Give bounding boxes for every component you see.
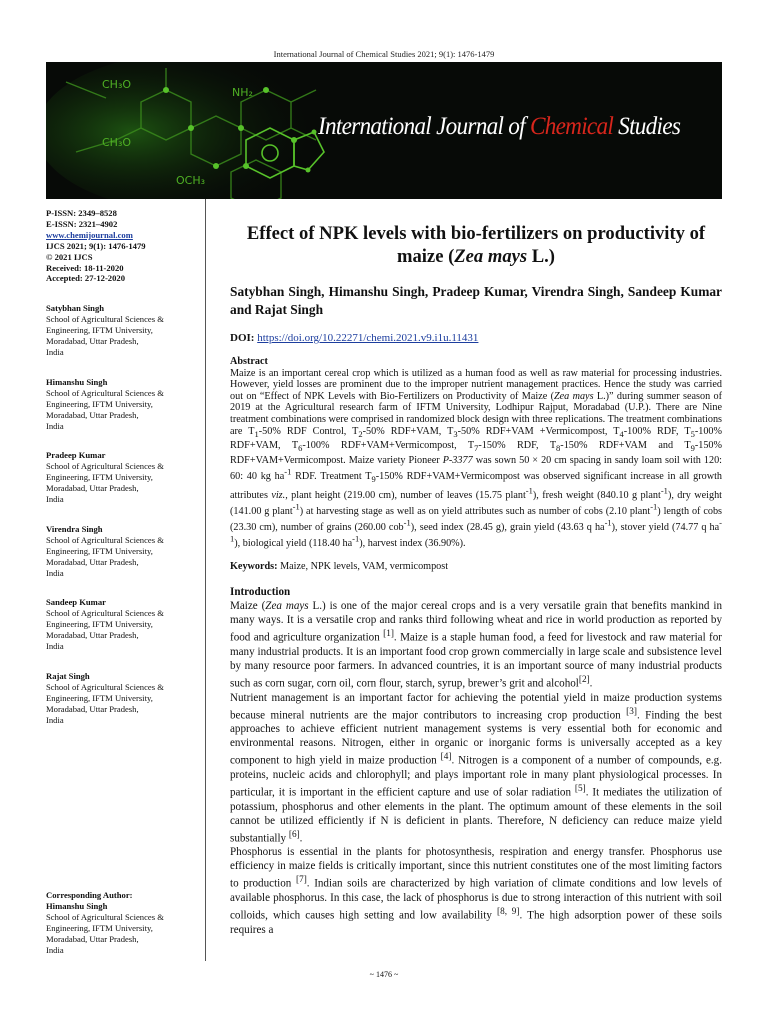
author-affiliation bbox=[46, 597, 200, 652]
doi-line bbox=[230, 332, 722, 344]
keywords bbox=[230, 561, 722, 572]
molecule-label-1: CH₃O bbox=[102, 78, 132, 91]
issue-reference: IJCS 2021; 9(1): 1476-1479 bbox=[46, 240, 146, 251]
copyright: © 2021 IJCS bbox=[46, 251, 93, 262]
affiliation-line: School of Agricultural Sciences & bbox=[46, 461, 164, 472]
corresponding-author-label: Corresponding Author: bbox=[46, 890, 133, 900]
paragraph: Maize (Zea mays L.) is one of the major cereal crops and is a very versatile grain that benefits mankind in many ways. It is a versatile crop and ranks third following wheat and rice in world production as reported by food and agriculture organization [1]. Maize is a staple human food, a feed for livestock and raw material for many industrial products. It is an important food crop grown commercially in large scale and subsistence level by many resource poor farmers. In advanced countries, it is an important source of many industrial products such as corn sugar, corn oil, corn flour, starch, syrup, brewer’s grit and alcohol[2]. bbox=[230, 600, 722, 690]
keywords-label: Keywords: bbox=[230, 561, 278, 573]
affiliation-line: India bbox=[46, 944, 64, 955]
affiliation-line: Engineering, IFTM University, bbox=[46, 692, 153, 703]
affiliation-line: India bbox=[46, 346, 64, 357]
affiliation-line: School of Agricultural Sciences & bbox=[46, 534, 164, 545]
affiliation-line: Moradabad, Uttar Pradesh, bbox=[46, 703, 139, 714]
article-body bbox=[230, 223, 722, 937]
affiliation-line: Moradabad, Uttar Pradesh, bbox=[46, 483, 139, 494]
doi-label: DOI: bbox=[230, 332, 255, 344]
molecule-label-4: OCH₃ bbox=[176, 174, 206, 187]
author-name: Virendra Singh bbox=[46, 523, 103, 534]
affiliation-line: Engineering, IFTM University, bbox=[46, 545, 153, 556]
affiliation-line: School of Agricultural Sciences & bbox=[46, 608, 164, 619]
paragraph: Phosphorus is essential in the plants for photosynthesis, respiration and energy transfer. Phosphorus use efficiency in maize fields is critically important, since this nutrient constitutes one of the most limiting factors to production [7]. Indian soils are characterized by high variation of climate conditions and low levels of available phosphorus. In this case, the lack of phosphorus is due to strong interaction of this nutrient with soil colloids, which causes high setting and low availability [8, 9]. The high adsorption power of these soils requires a bbox=[230, 846, 722, 936]
citation[interactable]: [6] bbox=[288, 829, 300, 840]
citation[interactable]: [2] bbox=[578, 675, 590, 686]
online-issn: E-ISSN: 2321–4902 bbox=[46, 218, 118, 229]
sidebar bbox=[46, 208, 200, 726]
paragraph: Nutrient management is an important factor for achieving the potential yield in maize production systems because mineral nutrients are the major contributors to increasing crop production [3]. Finding the best approaches to achieve efficient nutrient management systems is very essential both for economic and environmental reasons. Nitrogen, either in organic or inorganic forms is universally accepted as a key component to high yield in maize production [4]. Nitrogen is a component of a number of compounds, e.g. proteins, nucleic acids and chlorophyll; and plays important role in many plant physiological processes. In particular, it is important in the efficient capture and use of solar radiation [5]. It mediates the utilization of potassium, phosphorus and other elements in the plant. The optimum amount of these elements in the soil cannot be utilized efficiently if N is deficient in plants. Therefore, N deficiency can reduce maize yield substantially [6]. bbox=[230, 691, 723, 845]
affiliation-line: India bbox=[46, 641, 64, 652]
affiliation-line: India bbox=[46, 714, 64, 725]
affiliation-line: Engineering, IFTM University, bbox=[46, 472, 153, 483]
affiliation-line: School of Agricultural Sciences & bbox=[46, 387, 164, 398]
corresponding-author bbox=[46, 890, 200, 955]
paper-title-main: Effect of NPK levels with bio-fertilizers on productivity of maize ( bbox=[246, 223, 706, 267]
journal-title-accent: Chemical bbox=[529, 113, 614, 140]
affiliation-line: India bbox=[46, 567, 64, 578]
citation[interactable]: [5] bbox=[574, 784, 586, 795]
affiliation-line: School of Agricultural Sciences & bbox=[46, 314, 164, 325]
affiliation-line: India bbox=[46, 420, 64, 431]
author-name: Sandeep Kumar bbox=[46, 597, 106, 608]
introduction bbox=[230, 585, 722, 937]
affiliation-line: Moradabad, Uttar Pradesh, bbox=[46, 933, 139, 944]
molecule-label-3: NH₂ bbox=[232, 86, 253, 99]
citation[interactable]: [8, 9] bbox=[497, 907, 520, 918]
author-name: Rajat Singh bbox=[46, 671, 90, 681]
citation[interactable]: [1] bbox=[383, 629, 394, 640]
issue-metadata bbox=[46, 208, 200, 284]
abstract-heading: Abstract bbox=[230, 356, 268, 367]
paper-title-end: L.) bbox=[527, 245, 555, 267]
author-name: Satybhan Singh bbox=[46, 303, 105, 314]
paper-title-species: Zea mays bbox=[454, 245, 528, 267]
citation[interactable]: [3] bbox=[626, 706, 637, 717]
affiliation-line: Engineering, IFTM University, bbox=[46, 325, 153, 336]
affiliation-line: Engineering, IFTM University, bbox=[46, 619, 153, 630]
page-number: ~ 1476 ~ bbox=[369, 970, 399, 979]
author-affiliation bbox=[46, 671, 200, 726]
running-header: International Journal of Chemical Studies 2021; 9(1): 1476-1479 bbox=[273, 49, 495, 59]
journal-title bbox=[318, 113, 680, 141]
affiliation-line: Engineering, IFTM University, bbox=[46, 922, 153, 933]
author-affiliation bbox=[46, 377, 200, 432]
doi-link[interactable]: https://doi.org/10.22271/chemi.2021.v9.i1u.11431 bbox=[257, 332, 479, 344]
affiliation-line: Moradabad, Uttar Pradesh, bbox=[46, 630, 139, 641]
author-affiliation bbox=[46, 303, 200, 358]
affiliation-line: School of Agricultural Sciences & bbox=[46, 681, 164, 692]
affiliation-line: Moradabad, Uttar Pradesh, bbox=[46, 409, 139, 420]
abstract bbox=[230, 356, 722, 549]
affiliation-line: Moradabad, Uttar Pradesh, bbox=[46, 336, 139, 347]
journal-website-link[interactable]: www.chemijournal.com bbox=[46, 229, 133, 240]
introduction-heading: Introduction bbox=[230, 586, 291, 599]
journal-title-part1: International Journal of bbox=[318, 113, 530, 140]
author-name: Pradeep Kumar bbox=[46, 450, 106, 461]
author-list: Satybhan Singh, Himanshu Singh, Pradeep Kumar, Virendra Singh, Sandeep Kumar and Rajat Singh bbox=[230, 284, 722, 317]
citation[interactable]: [4] bbox=[440, 752, 452, 763]
received-date: Received: 18-11-2020 bbox=[46, 262, 124, 273]
journal-title-part2: Studies bbox=[613, 113, 681, 140]
citation[interactable]: [7] bbox=[295, 875, 307, 886]
author-affiliation bbox=[46, 524, 200, 579]
affiliation-line: Moradabad, Uttar Pradesh, bbox=[46, 556, 139, 567]
affiliation-line: School of Agricultural Sciences & bbox=[46, 911, 164, 922]
column-divider bbox=[205, 199, 206, 961]
affiliation-line: Engineering, IFTM University, bbox=[46, 398, 153, 409]
accepted-date: Accepted: 27-12-2020 bbox=[46, 273, 125, 284]
author-affiliation bbox=[46, 450, 200, 505]
author-name: Himanshu Singh bbox=[46, 376, 108, 387]
affiliation-line: India bbox=[46, 494, 64, 505]
paper-title bbox=[230, 223, 722, 268]
abstract-text: Maize is an important cereal crop which is utilized as a human food as well as raw material for processing industries. However, yield losses are prominent due to the improper nutrient management practices. Hence the study was carried out on “Effect of NPK Levels with Bio-Fertilizers on Productivity of Maize (Zea mays L.)” during summer season of 2019 at the Agricultural research farm of IFTM University, Lodhipur Rajput, Moradabad (U.P.). There are Nine treatment combinations were comprised in randomized block design with three replications. The treatment combinations are $T_1-50\%$ RDF Control, $T_2-50\%$ RDF+VAM, $T_3-50\%$ RDF+VAM +Vermicompost, $T_4-100\%$ RDF, $T_5-100\%$ RDF+VAM, $T_6-100\%$ RDF+VAM+Vermicompost, $T_7-150\%$ RDF, $T_8-150\%$ RDF+VAM and $T_9-150\%$ RDF+VAM+Vermicompost. Maize variety Pioneer P-3377 was sown 50 × 20 cm spacing in sandy loam soil with 120: 60: 40 kg $ha^{-1}$ RDF. Treatment $T_9-150\%$ RDF+VAM+Vermicompost was observed significant increase in all growth attributes viz., plant height (219.00 cm), number of leaves (15.75 plant$^{-1}$), fresh weight (840.10 g plant$^{-1}$), dry weight (141.00 g plant$^{-1}$) at harvesting stage as well as on yield attributes such as number of cobs (2.10 plant$^{-1}$) length of cobs (23.30 cm), number of grains (260.00 cob$^{-1}$), seed index (28.45 g), grain yield (43.63 q $ha^{-1}$), stover yield (74.77 q $ha^{-1}$), biological yield (118.40 $ha^{-1}$), harvest index (36.90%). bbox=[230, 367, 723, 549]
print-issn: P-ISSN: 2349–8528 bbox=[46, 208, 117, 218]
corresponding-author-name: Himanshu Singh bbox=[46, 900, 108, 911]
keywords-text: Maize, NPK levels, VAM, vermicompost bbox=[277, 561, 449, 573]
molecule-label-2: CH₃O bbox=[102, 136, 132, 149]
